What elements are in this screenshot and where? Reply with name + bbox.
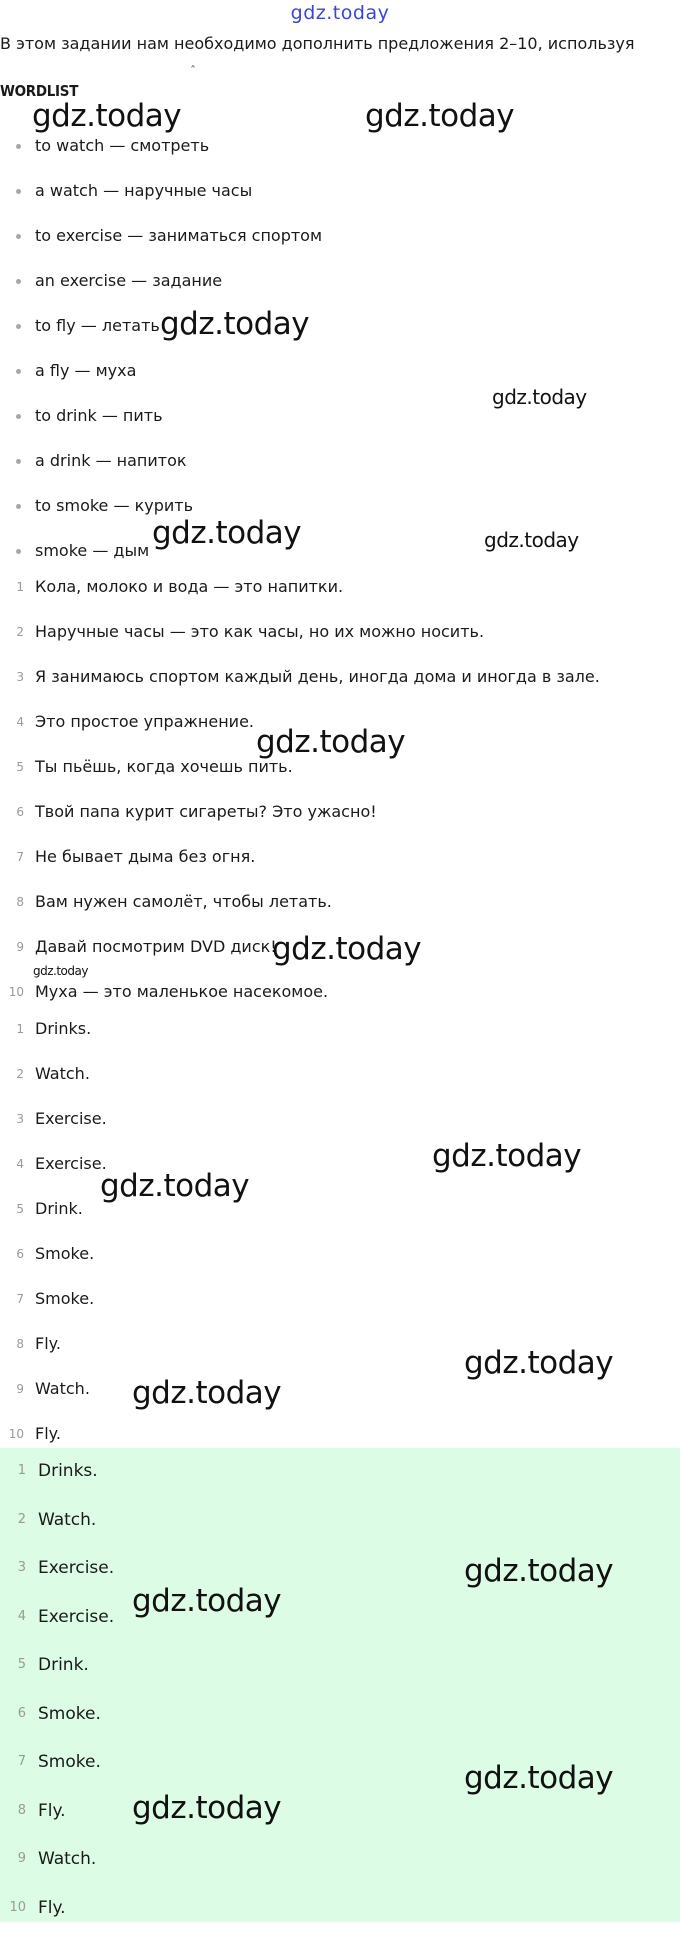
wordlist-entry: a watch — наручные часы <box>35 179 252 203</box>
list-item <box>0 710 680 755</box>
list-item <box>0 665 680 710</box>
item-number: 10 <box>0 1899 26 1917</box>
bullet-icon <box>16 549 21 554</box>
item-number: 1 <box>0 578 24 596</box>
list-item <box>0 179 680 224</box>
watermark: gdz.today <box>132 1583 281 1619</box>
list-item <box>0 1242 680 1287</box>
answer-text: Drink. <box>38 1652 89 1678</box>
list-item <box>0 1287 680 1332</box>
item-number: 8 <box>0 1335 24 1353</box>
list-item <box>0 449 680 494</box>
sentence-text: Не бывает дыма без огня. <box>35 845 255 869</box>
caret-icon: ˆ <box>190 64 196 78</box>
answer-text: Watch. <box>38 1507 96 1533</box>
list-item <box>0 1152 680 1197</box>
list-item <box>0 1749 680 1798</box>
sentence-text: Это простое упражнение. <box>35 710 254 734</box>
list-item <box>0 1555 680 1604</box>
bullet-icon <box>16 324 21 329</box>
wordlist-entry: to exercise — заниматься спортом <box>35 224 322 248</box>
wordlist <box>0 134 680 584</box>
list-item <box>0 1798 680 1847</box>
item-number: 4 <box>0 713 24 731</box>
answer-text: Exercise. <box>35 1152 107 1176</box>
answer-text: Exercise. <box>35 1107 107 1131</box>
site-logo[interactable]: gdz.today <box>0 0 680 26</box>
bullet-icon <box>16 279 21 284</box>
wordlist-entry: a fly — муха <box>35 359 136 383</box>
item-number: 3 <box>0 1110 24 1128</box>
watermark: gdz.today <box>256 724 405 760</box>
watermark: gdz.today <box>32 98 181 134</box>
item-number: 3 <box>0 1559 26 1577</box>
wordlist-entry: to drink — пить <box>35 404 163 428</box>
list-item <box>0 404 680 449</box>
sentence-text: Твой папа курит сигареты? Это ужасно! <box>35 800 377 824</box>
list-item <box>0 1604 680 1653</box>
sentence-text: Давай посмотрим DVD диск! <box>35 935 277 959</box>
answer-text: Watch. <box>38 1846 96 1872</box>
watermark: gdz.today <box>492 385 587 409</box>
watermark: gdz.today <box>365 98 514 134</box>
watermark: gdz.today <box>464 1345 613 1381</box>
answer-text: Fly. <box>35 1332 61 1356</box>
item-number: 8 <box>0 893 24 911</box>
sentence-text: Наручные часы — это как часы, но их можно носить. <box>35 620 484 644</box>
wordlist-entry: an exercise — задание <box>35 269 222 293</box>
watermark: gdz.today <box>33 964 88 978</box>
answer-box-list <box>0 1458 680 1943</box>
watermark: gdz.today <box>464 1760 613 1796</box>
list-item <box>0 314 680 359</box>
item-number: 2 <box>0 623 24 641</box>
sentence-text: Вам нужен самолёт, чтобы летать. <box>35 890 332 914</box>
answer-text: Fly. <box>38 1895 66 1921</box>
answer-text: Fly. <box>38 1798 66 1824</box>
answer-text: Drinks. <box>35 1017 91 1041</box>
item-number: 6 <box>0 1705 26 1723</box>
watermark: gdz.today <box>132 1375 281 1411</box>
answer-text: Drink. <box>35 1197 83 1221</box>
list-item <box>0 1652 680 1701</box>
list-item <box>0 1846 680 1895</box>
item-number: 1 <box>0 1020 24 1038</box>
item-number: 6 <box>0 1245 24 1263</box>
bullet-icon <box>16 459 21 464</box>
answer-box <box>0 1448 680 1922</box>
list-item <box>0 224 680 269</box>
item-number: 2 <box>0 1511 26 1529</box>
item-number: 5 <box>0 1200 24 1218</box>
answer-text: Exercise. <box>38 1604 114 1630</box>
wordlist-entry: to fly — летать <box>35 314 160 338</box>
item-number: 7 <box>0 1753 26 1771</box>
list-item <box>0 269 680 314</box>
wordlist-entry: to watch — смотреть <box>35 134 209 158</box>
answer-text: Smoke. <box>35 1287 94 1311</box>
list-item <box>0 134 680 179</box>
answer-text: Watch. <box>35 1062 90 1086</box>
item-number: 5 <box>0 758 24 776</box>
list-item <box>0 1017 680 1062</box>
list-item <box>0 1062 680 1107</box>
list-item <box>0 890 680 935</box>
item-number: 5 <box>0 1656 26 1674</box>
item-number: 10 <box>0 1425 24 1443</box>
list-item <box>0 1197 680 1242</box>
bullet-icon <box>16 234 21 239</box>
bullet-icon <box>16 369 21 374</box>
intro-text: В этом задании нам необходимо дополнить предложения 2–10, используя <box>0 32 680 56</box>
watermark: gdz.today <box>464 1553 613 1589</box>
list-item <box>0 755 680 800</box>
watermark: gdz.today <box>100 1168 249 1204</box>
item-number: 7 <box>0 848 24 866</box>
bullet-icon <box>16 189 21 194</box>
answer-list <box>0 1017 680 1467</box>
watermark: gdz.today <box>132 1790 281 1826</box>
sentence-list <box>0 575 680 1025</box>
sentence-text: Ты пьёшь, когда хочешь пить. <box>35 755 293 779</box>
answer-text: Watch. <box>35 1377 90 1401</box>
list-item <box>0 494 680 539</box>
watermark: gdz.today <box>484 528 579 552</box>
watermark: gdz.today <box>160 306 309 342</box>
watermark: gdz.today <box>272 931 421 967</box>
list-item <box>0 575 680 620</box>
list-item <box>0 1701 680 1750</box>
answer-text: Exercise. <box>38 1555 114 1581</box>
list-item <box>0 1107 680 1152</box>
bullet-icon <box>16 144 21 149</box>
answer-text: Smoke. <box>38 1701 101 1727</box>
sentence-text: Кола, молоко и вода — это напитки. <box>35 575 343 599</box>
bullet-icon <box>16 414 21 419</box>
watermark: gdz.today <box>432 1138 581 1174</box>
sentence-text: Муха — это маленькое насекомое. <box>35 980 328 1004</box>
item-number: 7 <box>0 1290 24 1308</box>
item-number: 3 <box>0 668 24 686</box>
list-item <box>0 1507 680 1556</box>
item-number: 4 <box>0 1608 26 1626</box>
item-number: 1 <box>0 1462 26 1480</box>
item-number: 4 <box>0 1155 24 1173</box>
item-number: 8 <box>0 1802 26 1820</box>
item-number: 6 <box>0 803 24 821</box>
answer-text: Drinks. <box>38 1458 98 1484</box>
item-number: 9 <box>0 938 24 956</box>
item-number: 9 <box>0 1850 26 1868</box>
list-item <box>0 845 680 890</box>
answer-text: Smoke. <box>38 1749 101 1775</box>
list-item <box>0 620 680 665</box>
list-item <box>0 359 680 404</box>
list-item <box>0 800 680 845</box>
answer-text: Smoke. <box>35 1242 94 1266</box>
list-item <box>0 1332 680 1377</box>
item-number: 2 <box>0 1065 24 1083</box>
list-item <box>0 1895 680 1943</box>
list-item <box>0 935 680 980</box>
item-number: 10 <box>0 983 24 1001</box>
list-item <box>0 1458 680 1507</box>
wordlist-title: WORDLIST <box>0 80 78 102</box>
sentence-text: Я занимаюсь спортом каждый день, иногда дома и иногда в зале. <box>35 665 600 689</box>
answer-text: Fly. <box>35 1422 61 1446</box>
list-item <box>0 1377 680 1422</box>
watermark: gdz.today <box>152 515 301 551</box>
bullet-icon <box>16 504 21 509</box>
item-number: 9 <box>0 1380 24 1398</box>
wordlist-entry: a drink — напиток <box>35 449 187 473</box>
wordlist-entry: to smoke — курить <box>35 494 193 518</box>
wordlist-entry: smoke — дым <box>35 539 149 563</box>
